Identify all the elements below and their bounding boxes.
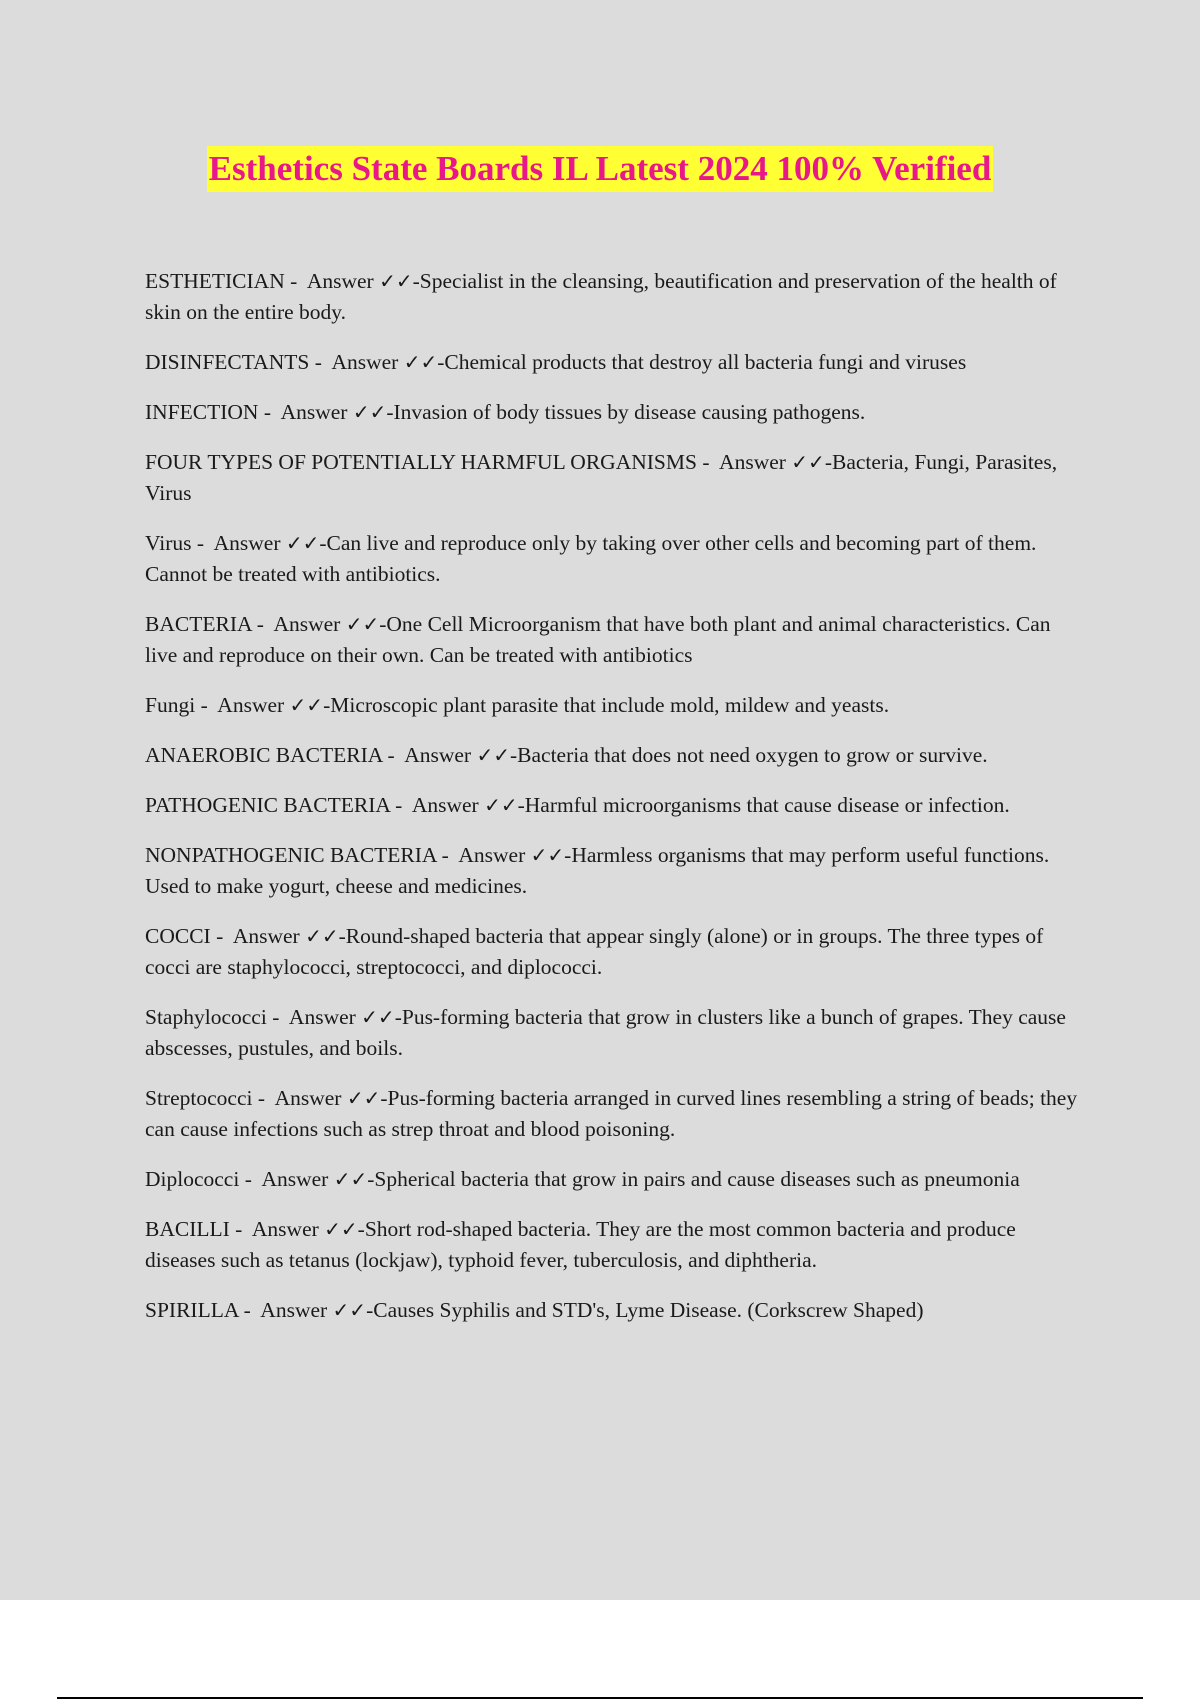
dash: -	[394, 1005, 402, 1029]
qa-item	[145, 347, 1085, 378]
qa-item	[145, 1164, 1085, 1195]
qa-answer: Short rod-shaped bacteria. They are the most common bacteria and produce diseases such as tetanus (lockjaw), typhoid fever, tuberculosis, and diphtheria.	[145, 1217, 1016, 1272]
qa-term: Fungi	[145, 693, 196, 717]
qa-answer: One Cell Microorganism that have both plant and animal characteristics. Can live and reproduce on their own. Can be treated with antibiotics	[145, 612, 1051, 667]
separator: -	[436, 843, 459, 867]
qa-item	[145, 690, 1085, 721]
answer-label: Answer	[280, 400, 348, 424]
qa-item	[145, 609, 1085, 671]
qa-answer: Causes Syphilis and STD's, Lyme Disease. (Corkscrew Shaped)	[373, 1298, 924, 1322]
double-check-icon: ✓✓	[791, 450, 825, 474]
dash: -	[380, 1086, 388, 1110]
double-check-icon: ✓✓	[361, 1005, 395, 1029]
answer-label: Answer	[260, 1298, 328, 1322]
dash: -	[357, 1217, 365, 1241]
separator: -	[309, 350, 332, 374]
double-check-icon: ✓✓	[289, 693, 324, 717]
qa-answer: Harmful microorganisms that cause disease or infection.	[524, 793, 1010, 817]
qa-item	[145, 1083, 1085, 1145]
qa-item	[145, 921, 1085, 983]
qa-answer: Spherical bacteria that grow in pairs and cause diseases such as pneumonia	[374, 1167, 1020, 1191]
double-check-icon: ✓✓	[345, 612, 380, 636]
separator: -	[251, 612, 274, 636]
qa-answer: Pus-forming bacteria that grow in clusters like a bunch of grapes. They cause abscesses, pustules, and boils.	[145, 1005, 1066, 1060]
answer-label: Answer	[273, 612, 341, 636]
double-check-icon: ✓✓	[333, 1167, 368, 1191]
answer-label: Answer	[288, 1005, 356, 1029]
qa-answer: Harmless organisms that may perform useful functions. Used to make yogurt, cheese and medicines.	[145, 843, 1050, 898]
qa-answer: Specialist in the cleansing, beautification and preservation of the health of skin on the entire body.	[145, 269, 1057, 324]
qa-answer: Chemical products that destroy all bacteria fungi and viruses	[444, 350, 967, 374]
qa-item	[145, 447, 1085, 509]
double-check-icon: ✓✓	[346, 1086, 381, 1110]
qa-item	[145, 790, 1085, 821]
separator: -	[252, 1086, 275, 1110]
separator: -	[389, 793, 412, 817]
separator: -	[239, 1167, 262, 1191]
dash: -	[338, 924, 346, 948]
qa-answer: Microscopic plant parasite that include mold, mildew and yeasts.	[330, 693, 890, 717]
qa-answer: Invasion of body tissues by disease causing pathogens.	[393, 400, 866, 424]
double-check-icon: ✓✓	[484, 793, 518, 817]
separator: -	[195, 693, 218, 717]
qa-term: Diplococci	[145, 1167, 240, 1191]
qa-term: Streptococci	[145, 1086, 253, 1110]
double-check-icon: ✓✓	[403, 350, 438, 374]
qa-term: DISINFECTANTS	[145, 350, 310, 374]
dash: -	[323, 693, 331, 717]
footer-divider	[57, 1697, 1143, 1699]
qa-term: NONPATHOGENIC BACTERIA	[145, 843, 437, 867]
qa-term: BACTERIA	[145, 612, 252, 636]
separator: -	[191, 531, 214, 555]
qa-term: SPIRILLA	[145, 1298, 239, 1322]
qa-term: COCCI	[145, 924, 211, 948]
separator: -	[210, 924, 233, 948]
qa-term: PATHOGENIC BACTERIA	[145, 793, 390, 817]
separator: -	[229, 1217, 252, 1241]
qa-answer: Round-shaped bacteria that appear singly (alone) or in groups. The three types of cocci are staphylococci, streptococci, and diplococci.	[145, 924, 1044, 979]
qa-term: ANAEROBIC BACTERIA	[145, 743, 383, 767]
qa-item	[145, 266, 1085, 328]
qa-term: BACILLI	[145, 1217, 230, 1241]
answer-label: Answer	[213, 531, 281, 555]
double-check-icon: ✓✓	[324, 1217, 358, 1241]
qa-answer: Can live and reproduce only by taking over other cells and becoming part of them. Cannot be treated with antibiotics.	[145, 531, 1037, 586]
dash: -	[564, 843, 572, 867]
answer-label: Answer	[411, 793, 479, 817]
dash: -	[366, 1298, 374, 1322]
qa-answer: Bacteria, Fungi, Parasites, Virus	[145, 450, 1058, 505]
dash: -	[319, 531, 327, 555]
double-check-icon: ✓✓	[379, 269, 413, 293]
title-wrapper	[0, 146, 1200, 192]
qa-item	[145, 1295, 1085, 1326]
dash: -	[517, 793, 525, 817]
qa-term: INFECTION	[145, 400, 259, 424]
qa-term: Staphylococci	[145, 1005, 267, 1029]
double-check-icon: ✓✓	[352, 400, 387, 424]
dash: -	[386, 400, 394, 424]
qa-item	[145, 740, 1085, 771]
qa-item	[145, 1214, 1085, 1276]
separator: -	[382, 743, 405, 767]
page-title: Esthetics State Boards IL Latest 2024 100% Verified	[207, 146, 994, 192]
qa-item	[145, 840, 1085, 902]
qa-term: FOUR TYPES OF POTENTIALLY HARMFUL ORGANISMS	[145, 450, 697, 474]
qa-term: Virus	[145, 531, 192, 555]
answer-label: Answer	[261, 1167, 329, 1191]
qa-term: ESTHETICIAN	[145, 269, 285, 293]
answer-label: Answer	[217, 693, 285, 717]
double-check-icon: ✓✓	[530, 843, 565, 867]
answer-label: Answer	[274, 1086, 342, 1110]
answer-label: Answer	[719, 450, 786, 474]
dash: -	[437, 350, 445, 374]
answer-label: Answer	[232, 924, 300, 948]
qa-item	[145, 397, 1085, 428]
dash: -	[367, 1167, 375, 1191]
qa-item	[145, 1002, 1085, 1064]
answer-label: Answer	[458, 843, 526, 867]
answer-label: Answer	[404, 743, 472, 767]
separator: -	[284, 269, 307, 293]
qa-item	[145, 528, 1085, 590]
dash: -	[379, 612, 387, 636]
qa-list	[145, 266, 1085, 1345]
separator: -	[266, 1005, 289, 1029]
answer-label: Answer	[251, 1217, 319, 1241]
dash: -	[509, 743, 518, 767]
dash: -	[412, 269, 420, 293]
qa-answer: Bacteria that does not need oxygen to grow or survive.	[517, 743, 988, 767]
double-check-icon: ✓✓	[476, 743, 510, 767]
double-check-icon: ✓✓	[305, 924, 339, 948]
answer-label: Answer	[306, 269, 374, 293]
separator: -	[258, 400, 281, 424]
answer-label: Answer	[331, 350, 399, 374]
qa-answer: Pus-forming bacteria arranged in curved lines resembling a string of beads; they can cause infections such as strep throat and blood poisoning.	[145, 1086, 1078, 1141]
separator: -	[696, 450, 720, 474]
double-check-icon: ✓✓	[332, 1298, 367, 1322]
dash: -	[824, 450, 832, 474]
double-check-icon: ✓✓	[285, 531, 320, 555]
separator: -	[238, 1298, 261, 1322]
